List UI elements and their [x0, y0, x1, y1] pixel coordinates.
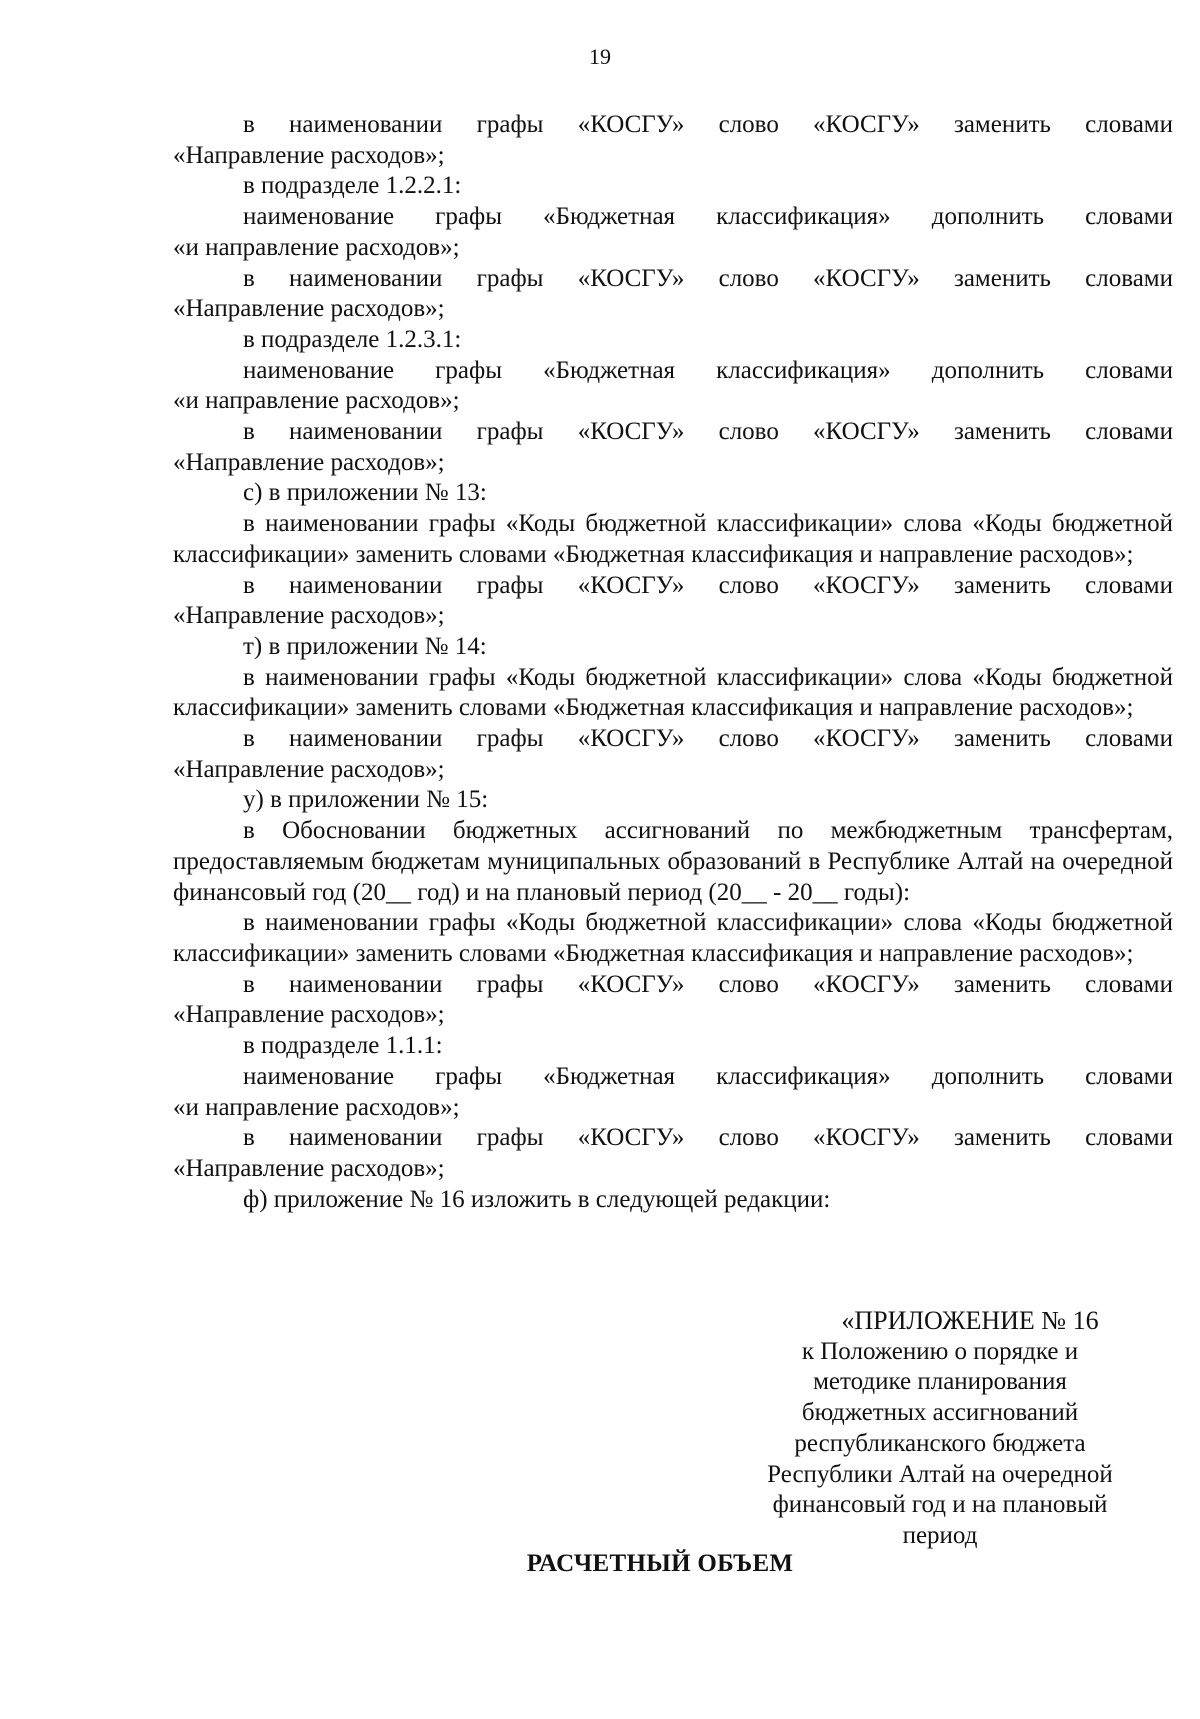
appendix-line: методике планирования — [813, 1368, 1067, 1396]
appendix-line: бюджетных ассигнований — [801, 1399, 1079, 1427]
paragraph: в наименовании графы «Коды бюджетной классификации» слова «Коды бюджетной классификации» заменить словами «Бюджетная классификация и направление расходов»; — [173, 909, 1173, 967]
appendix-line: Республики Алтай на очередной — [767, 1460, 1113, 1488]
paragraph: с) в приложении № 13: — [243, 479, 487, 507]
paragraph: у) в приложении № 15: — [243, 786, 489, 814]
paragraph: в наименовании графы «КОСГУ» слово «КОСГУ» заменить словами — [243, 111, 1173, 138]
paragraph: «и направление расходов»; — [173, 387, 460, 415]
paragraph: «Направление расходов»; — [173, 1001, 445, 1029]
paragraph: в наименовании графы «КОСГУ» слово «КОСГУ» заменить словами — [243, 418, 1173, 446]
paragraph: в Обосновании бюджетных ассигнований по межбюджетным трансфертам, предоставляемым бюджетам муниципальных образований в Республике Алтай на очередной финансовый год (20__ год) и на плановый период (20__ - 20__ годы): — [173, 817, 1173, 906]
paragraph: наименование графы «Бюджетная классификация» дополнить словами — [243, 1062, 1173, 1090]
paragraph: «Направление расходов»; — [173, 141, 445, 169]
section-heading: РАСЧЕТНЫЙ ОБЪЕМ — [526, 1550, 794, 1577]
paragraph: «Направление расходов»; — [173, 755, 445, 783]
appendix-title: «ПРИЛОЖЕНИЕ № 16 — [841, 1306, 1099, 1335]
paragraph: «Направление расходов»; — [173, 448, 445, 476]
body-text — [173, 110, 1173, 1215]
paragraph: «и направление расходов»; — [173, 1093, 460, 1121]
paragraph: в наименовании графы «КОСГУ» слово «КОСГУ» заменить словами — [243, 571, 1173, 599]
appendix-line: республиканского бюджета — [794, 1429, 1086, 1457]
paragraph: в подразделе 1.1.1: — [243, 1032, 443, 1060]
paragraph: в наименовании графы «КОСГУ» слово «КОСГУ» заменить словами — [243, 264, 1173, 292]
appendix-block — [700, 1306, 1180, 1552]
page-number: 19 — [589, 44, 611, 69]
paragraph: в подразделе 1.2.3.1: — [243, 325, 462, 353]
paragraph: в наименовании графы «Коды бюджетной классификации» слова «Коды бюджетной классификации» заменить словами «Бюджетная классификация и направление расходов»; — [173, 663, 1173, 722]
paragraph: в наименовании графы «КОСГУ» слово «КОСГУ» заменить словами — [243, 1124, 1173, 1152]
paragraph: наименование графы «Бюджетная классификация» дополнить словами — [243, 203, 1173, 231]
appendix-line: финансовый год и на плановый — [772, 1491, 1108, 1519]
paragraph: в подразделе 1.2.2.1: — [243, 172, 462, 200]
paragraph: «Направление расходов»; — [173, 1154, 445, 1182]
paragraph: «Направление расходов»; — [173, 602, 445, 630]
paragraph: «и направление расходов»; — [173, 233, 460, 261]
paragraph: наименование графы «Бюджетная классификация» дополнить словами — [243, 356, 1173, 384]
paragraph: в наименовании графы «КОСГУ» слово «КОСГУ» заменить словами — [243, 970, 1173, 998]
paragraph: «Направление расходов»; — [173, 295, 445, 323]
appendix-line: период — [902, 1521, 978, 1549]
paragraph: ф) приложение № 16 изложить в следующей редакции: — [243, 1185, 831, 1213]
paragraph: т) в приложении № 14: — [243, 632, 487, 660]
paragraph: в наименовании графы «КОСГУ» слово «КОСГУ» заменить словами — [243, 725, 1173, 753]
paragraph: в наименовании графы «Коды бюджетной классификации» слова «Коды бюджетной классификации» заменить словами «Бюджетная классификация и направление расходов»; — [173, 510, 1173, 568]
appendix-line: к Положению о порядке и — [801, 1337, 1079, 1365]
